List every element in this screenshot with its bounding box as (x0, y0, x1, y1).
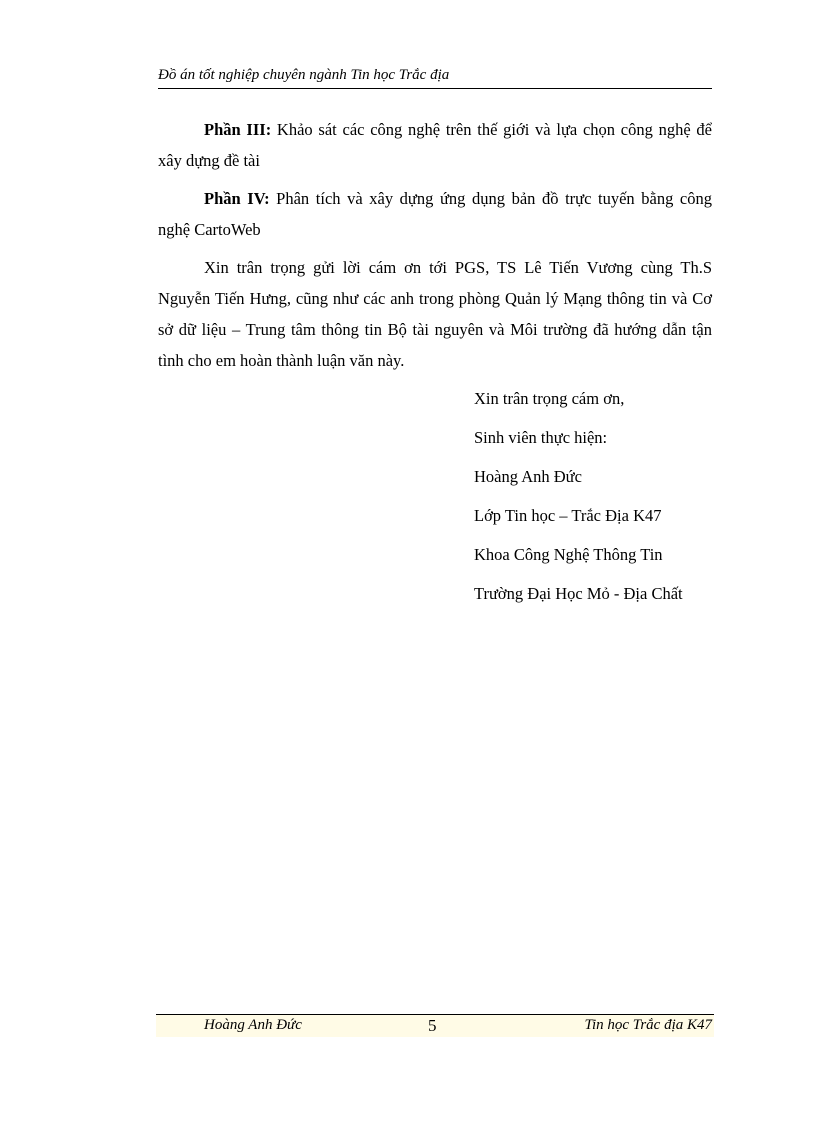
paragraph-part-3 (158, 114, 712, 176)
page-header (158, 66, 712, 89)
closing-line: Trường Đại Học Mỏ - Địa Chất (474, 584, 683, 603)
part-3-label: Phần III: (204, 120, 272, 139)
part-4-label: Phần IV: (204, 189, 270, 208)
page-number: 5 (428, 1016, 437, 1035)
closing-line: Xin trân trọng cám ơn, (474, 389, 625, 408)
part-3-text: Khảo sát các công nghệ trên thế giới và lựa chọn công nghệ để xây dựng đề tài (158, 120, 712, 170)
part-4-text: Phân tích và xây dựng ứng dụng bản đồ trực tuyến bằng công nghệ CartoWeb (158, 189, 713, 239)
paragraph-part-4 (158, 183, 712, 245)
closing-line: Khoa Công Nghệ Thông Tin (474, 545, 663, 564)
footer-author: Hoàng Anh Đức (204, 1017, 302, 1033)
paragraph-thanks: Xin trân trọng gửi lời cám ơn tới PGS, TS Lê Tiến Vương cùng Th.S Nguyễn Tiến Hưng, cũng như các anh trong phòng Quản lý Mạng thông tin và Cơ sở dữ liệu – Trung tâm thông tin Bộ tài nguyên và Môi trường đã hướng dẫn tận tình cho em hoàn thành luận văn này. (158, 258, 712, 370)
document-body (158, 114, 712, 383)
closing-signature-block (474, 388, 683, 622)
page-footer (156, 1014, 714, 1037)
closing-line: Sinh viên thực hiện: (474, 428, 608, 447)
header-title: Đồ án tốt nghiệp chuyên ngành Tin học Trắc địa (158, 67, 450, 83)
footer-class: Tin học Trắc địa K47 (584, 1017, 712, 1033)
closing-line: Hoàng Anh Đức (474, 467, 582, 486)
closing-line: Lớp Tin học – Trắc Địa K47 (474, 506, 662, 525)
